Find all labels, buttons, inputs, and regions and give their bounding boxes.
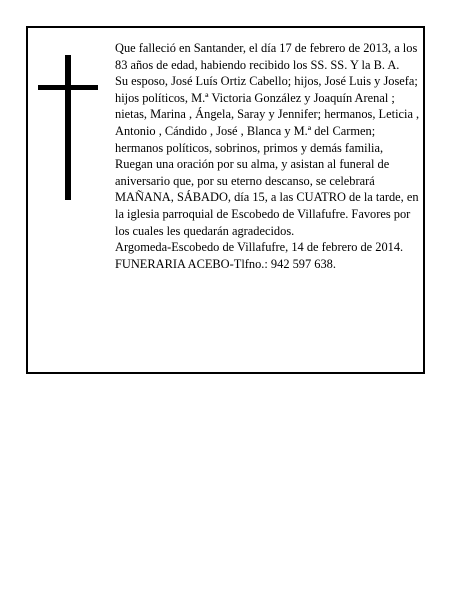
notice-paragraph-place-date: Argomeda-Escobedo de Villafufre, 14 de febrero de 2014. FUNERARIA ACEBO-Tlfno.: 942 597 638. xyxy=(115,240,404,271)
obituary-notice xyxy=(26,26,425,374)
cross-icon xyxy=(38,55,98,200)
notice-paragraph-death: Que falleció en Santander, el día 17 de febrero de 2013, a los 83 años de edad, habiendo recibido los SS. SS. Y la B. A. xyxy=(115,41,418,72)
notice-text xyxy=(115,40,420,272)
cross-vertical-bar xyxy=(65,55,71,200)
notice-paragraph-funeral: Ruegan una oración por su alma, y asistan al funeral de aniversario que, por su eterno descanso, se celebrará MAÑANA, SÁBADO, día 15, a las CUATRO de la tarde, en la iglesia parroquial de Escobedo de Villafufre. Favores por los cuales les quedarán agradecidos. xyxy=(115,157,419,238)
cross-horizontal-bar xyxy=(38,85,98,90)
notice-paragraph-family: Su esposo, José Luís Ortiz Cabello; hijos, José Luis y Josefa; hijos políticos, M.ª Victoria González y Joaquín Arenal ; nietas, Marina , Ángela, Saray y Jennifer; hermanos, Leticia , Antonio , Cándido , José , Blanca y M.ª del Carmen; hermanos políticos, sobrinos, primos y demás familia, xyxy=(115,74,420,155)
